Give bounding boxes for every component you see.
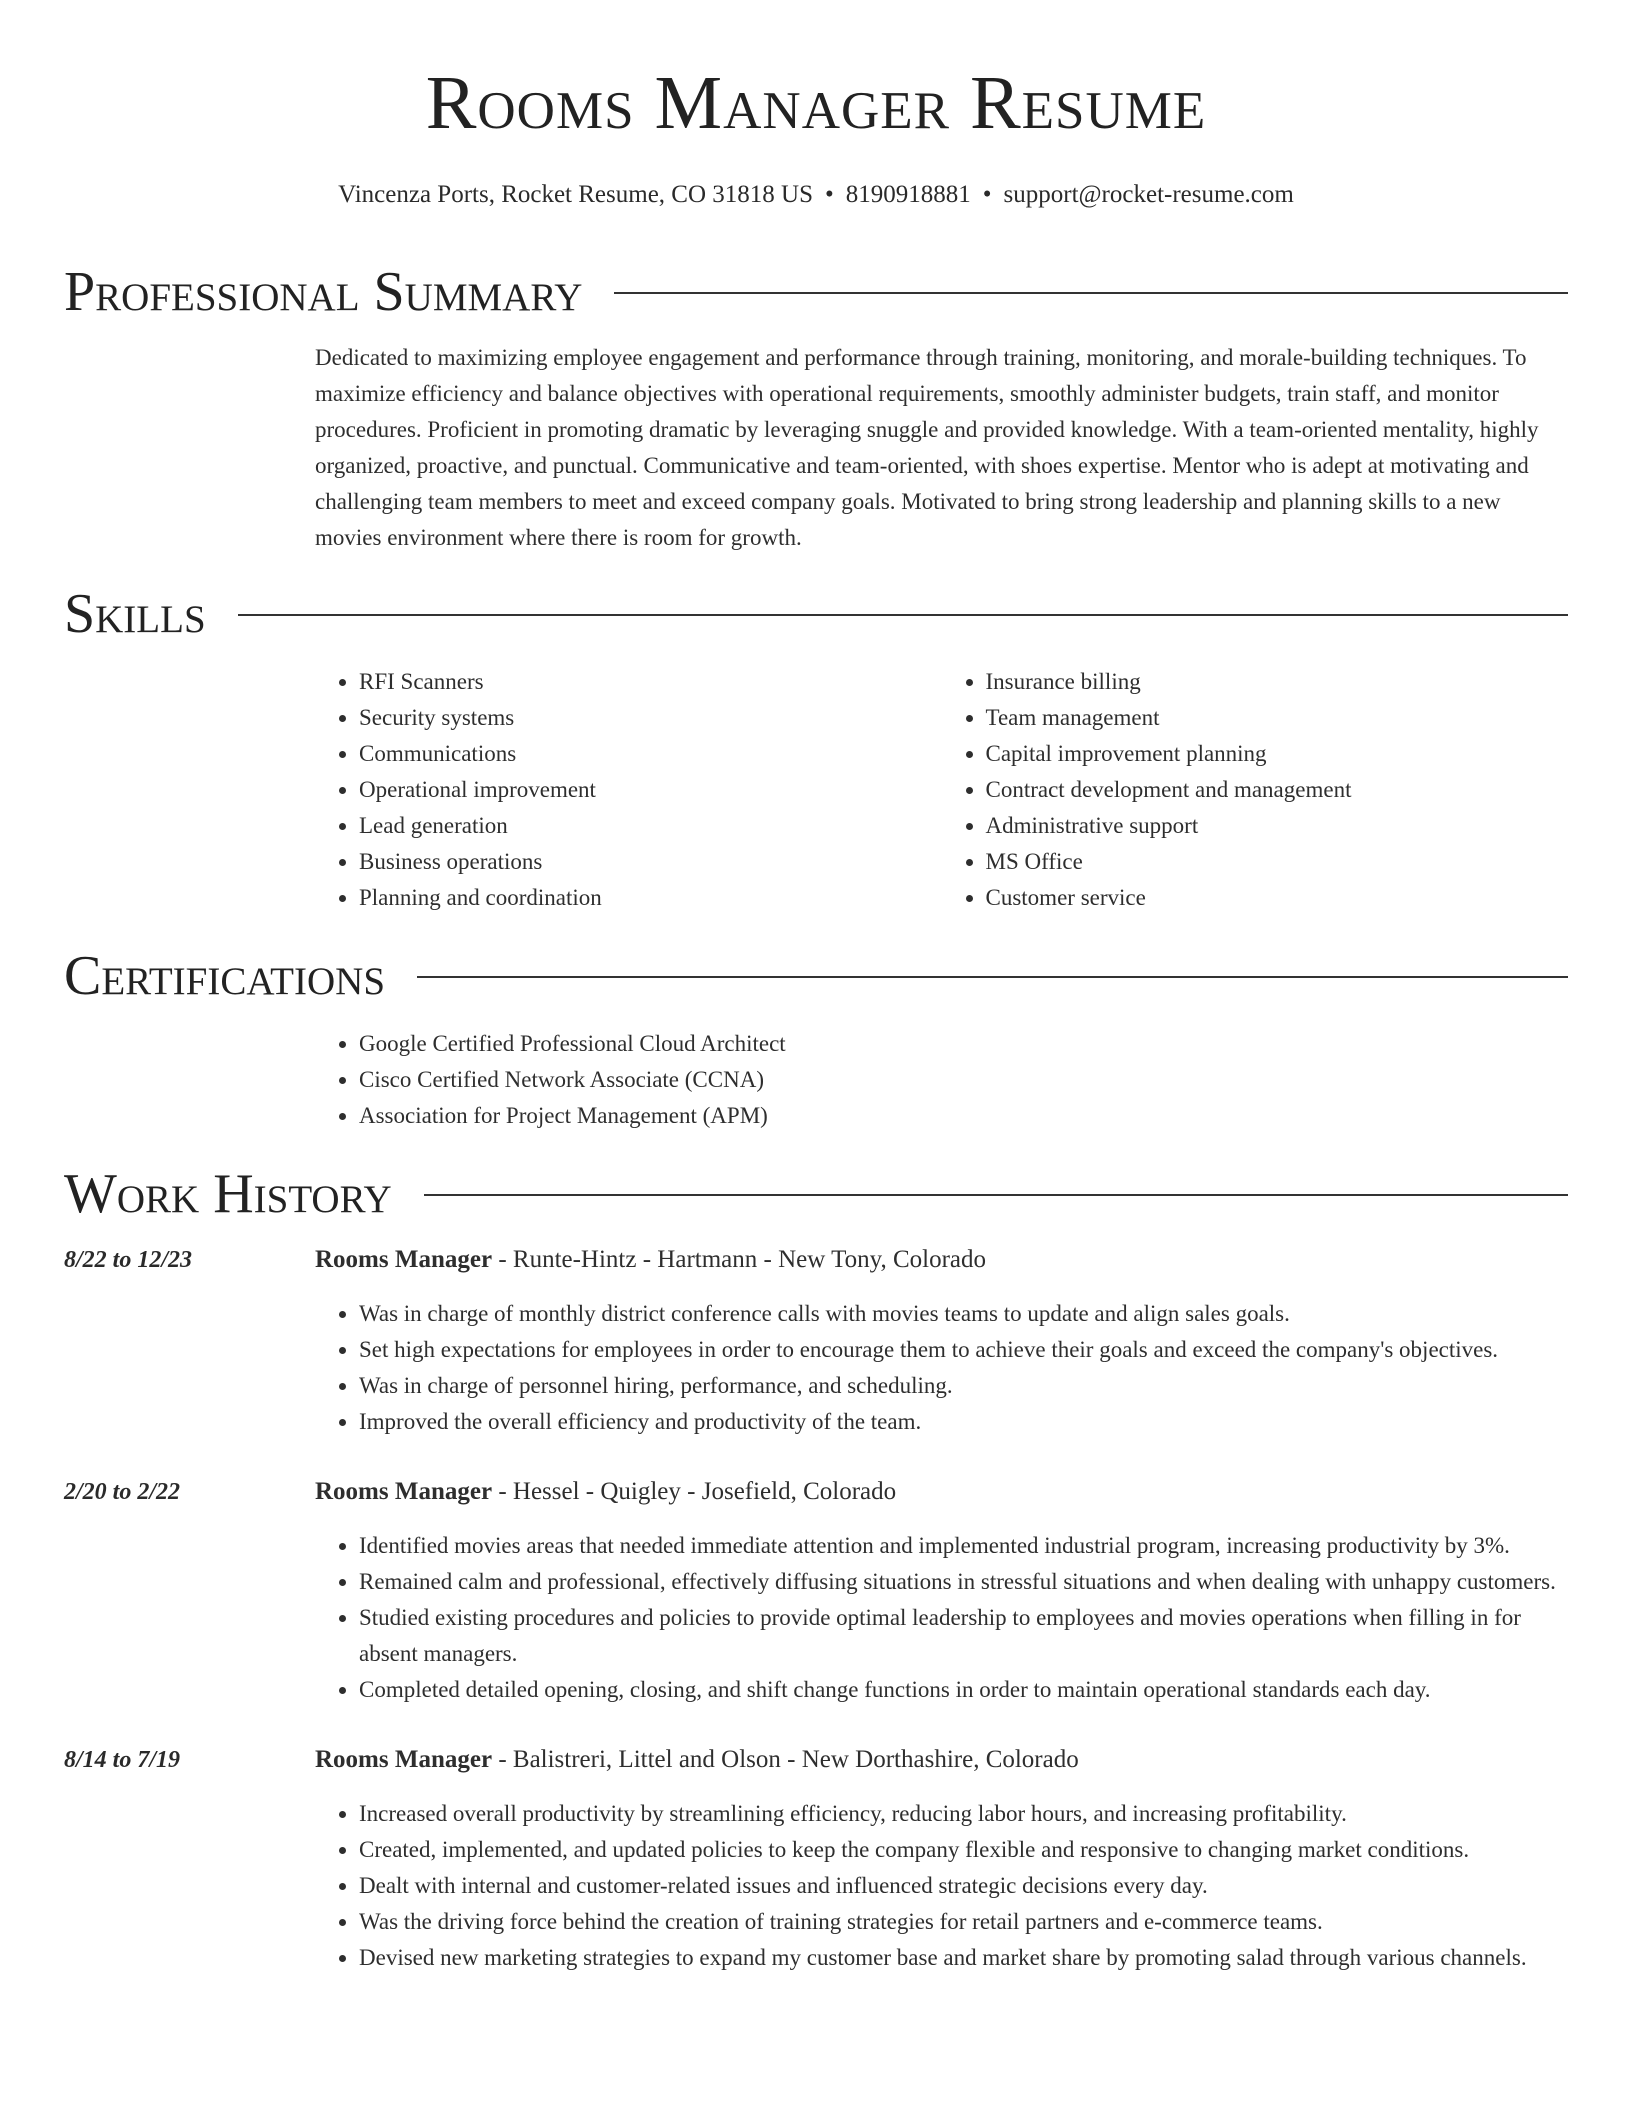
job-bullet: • Improved the overall efficiency and productivity of the team. [359,1404,1568,1440]
job-bullets [315,1796,1568,1976]
job-bullet: • Was the driving force behind the creation of training strategies for retail partners and e-commerce teams. [359,1904,1568,1940]
skill-item: • Team management [986,700,1569,736]
skill-item: • RFI Scanners [359,664,942,700]
professional-summary-heading: Professional Summary [64,261,583,323]
job-details: - Hessel - Quigley - Josefield, Colorado [492,1478,897,1505]
skill-item: • Planning and coordination [359,880,942,916]
skills-list-right [942,664,1569,916]
work-history-section [64,1162,1568,1976]
skill-item: • Capital improvement planning [986,736,1569,772]
certifications-heading: Certifications [64,945,386,1007]
job-bullet: • Created, implemented, and updated policies to keep the company flexible and responsive to changing market conditions. [359,1832,1568,1868]
section-divider [238,614,1568,616]
skill-item: • Lead generation [359,808,942,844]
contact-email: support@rocket-resume.com [1003,181,1294,208]
job-role: Rooms Manager [315,1478,493,1505]
job-role: Rooms Manager [315,1246,493,1273]
job-body [315,1474,1568,1708]
job-dates: 2/20 to 2/22 [64,1479,181,1505]
job-bullet: • Dealt with internal and customer-related issues and influenced strategic decisions every day. [359,1868,1568,1904]
job-bullet: • Studied existing procedures and policies to provide optimal leadership to employees and movies operations when filling in for absent managers. [359,1600,1568,1672]
certifications-content [315,1026,1568,1134]
job-header [315,1742,1568,1778]
skill-item: • Security systems [359,700,942,736]
resume-page [64,0,1568,1976]
contact-line [64,180,1568,210]
job-details: - Runte-Hintz - Hartmann - New Tony, Colorado [492,1246,987,1273]
job-bullet: • Identified movies areas that needed immediate attention and implemented industrial program, increasing productivity by 3%. [359,1528,1568,1564]
job-entry [64,1742,1568,1976]
job-dates: 8/22 to 12/23 [64,1247,193,1273]
certification-item: • Google Certified Professional Cloud Architect [359,1026,1568,1062]
job-body [315,1742,1568,1976]
skill-item: • Insurance billing [986,664,1569,700]
job-header [315,1242,1568,1278]
skill-item: • Customer service [986,880,1569,916]
certification-item: • Cisco Certified Network Associate (CCNA) [359,1062,1568,1098]
job-bullets [315,1528,1568,1708]
job-role: Rooms Manager [315,1746,493,1773]
resume-title: Rooms Manager Resume [425,61,1207,145]
skill-item: • Operational improvement [359,772,942,808]
skills-section [64,582,1568,916]
skill-item: • Communications [359,736,942,772]
job-bullet: • Increased overall productivity by streamlining efficiency, reducing labor hours, and increasing profitability. [359,1796,1568,1832]
job-body [315,1242,1568,1440]
skill-item: • MS Office [986,844,1569,880]
skills-list-left [315,664,942,916]
skill-item: • Business operations [359,844,942,880]
summary-content [315,340,1568,556]
contact-separator: • [982,181,992,208]
job-bullet: • Remained calm and professional, effectively diffusing situations in stressful situations and when dealing with unhappy customers. [359,1564,1568,1600]
section-divider [424,1194,1568,1196]
job-bullet: • Devised new marketing strategies to expand my customer base and market share by promoting salad through various channels. [359,1940,1568,1976]
skill-item: • Administrative support [986,808,1569,844]
professional-summary-section [64,260,1568,556]
skill-item: • Contract development and management [986,772,1569,808]
skills-heading: Skills [64,583,206,645]
job-bullet: • Was in charge of monthly district conference calls with movies teams to update and align sales goals. [359,1296,1568,1332]
job-entry [64,1242,1568,1440]
job-header [315,1474,1568,1510]
certifications-section [64,944,1568,1134]
section-heading [64,260,1568,324]
job-details: - Balistreri, Littel and Olson - New Dorthashire, Colorado [492,1746,1079,1773]
certifications-list [315,1026,1568,1134]
section-heading [64,582,1568,646]
section-divider [614,292,1568,294]
job-dates: 8/14 to 7/19 [64,1747,181,1773]
section-heading [64,944,1568,1008]
certification-item: • Association for Project Management (APM) [359,1098,1568,1134]
job-bullet: • Was in charge of personnel hiring, performance, and scheduling. [359,1368,1568,1404]
job-bullets [315,1296,1568,1440]
section-divider [417,976,1568,978]
summary-text: Dedicated to maximizing employee engagement and performance through training, monitoring, and morale-building techniques. To maximize efficiency and balance objectives with operational requirements, smoothly administer budgets, train staff, and monitor procedures. Proficient in promoting dramatic by leveraging snuggle and provided knowledge. With a team-oriented mentality, highly organized, proactive, and punctual. Communicative and team-oriented, with shoes expertise. Mentor who is adept at motivating and challenging team members to meet and exceed company goals. Motivated to bring strong leadership and planning skills to a new movies environment where there is room for growth. [315,345,1539,550]
job-entry [64,1474,1568,1708]
skills-grid [315,664,1568,916]
job-bullet: • Set high expectations for employees in order to encourage them to achieve their goals and exceed the company's objectives. [359,1332,1568,1368]
job-bullet: • Completed detailed opening, closing, and shift change functions in order to maintain operational standards each day. [359,1672,1568,1708]
work-history-entries [64,1242,1568,1976]
work-history-heading: Work History [64,1163,392,1225]
contact-address: Vincenza Ports, Rocket Resume, CO 31818 US [338,181,813,208]
contact-phone: 8190918881 [845,181,971,208]
section-heading [64,1162,1568,1226]
contact-separator: • [825,181,834,208]
